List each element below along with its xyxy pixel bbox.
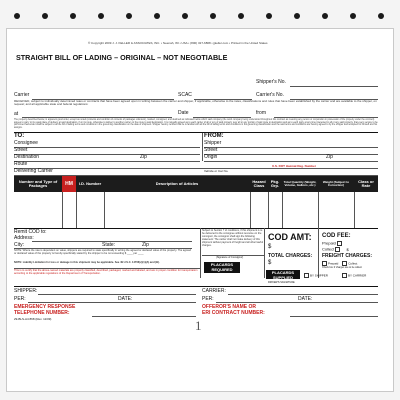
consignee-line [14, 147, 200, 148]
from-line [274, 117, 378, 118]
cod-dollar-sign: $ [268, 244, 272, 250]
placards-required-badge [204, 262, 240, 273]
by-shipper-option[interactable] [304, 273, 328, 278]
perforation-hole [154, 13, 160, 19]
placards-supplied-badge [266, 270, 300, 279]
cod-collect-checkbox[interactable] [335, 247, 340, 252]
by-shipper-label: BY SHIPPER [310, 273, 328, 278]
to-from-divider [202, 133, 203, 161]
form-title: STRAIGHT BILL OF LADING – ORIGINAL – NOT NEGOTIABLE [16, 53, 228, 62]
scac-label: SCAC [178, 92, 192, 98]
perforation-hole [126, 13, 132, 19]
shipper-sig-line [38, 294, 196, 295]
perforation-hole [266, 13, 272, 19]
property-text: The property described below, in apparent good order, except as noted (contents and condition of contents of packages unknown), marked, consigned, and destined as indicated below which said company (the word company being understood throughout this contract as meaning any person or corporation in possession of the property under the contract) agrees to carry to its usual place of delivery at said destination, if on its route, otherwise to deliver to another carrier on the route to said destination. It is mutually agreed as to each carrier of all or any of said property over all or any portion of said route to destination and as to each party at any time interested in all or any said property, that every service to be performed hereunder shall be subject to all the bill of lading terms and conditions in the governing classification on the date of shipment. Shipper hereby certifies that he is familiar with all the bill of lading terms and conditions in the governing classification and the said terms and conditions are hereby agreed to by the shipper and accepted for himself and his assigns. [14, 119, 378, 129]
col-divider [268, 192, 269, 228]
perforation-hole [42, 13, 48, 19]
dot-hazmat-label: U.S. DOT Hazmat Reg. Number [272, 164, 317, 168]
by-shipper-checkbox[interactable] [304, 273, 309, 278]
drivers-signature-label: DRIVER'S SIGNATURE [268, 281, 295, 284]
address-label: Address: [14, 235, 34, 241]
section-divider [14, 132, 378, 133]
from-header: FROM: [204, 133, 224, 139]
at-line [22, 117, 172, 118]
street-label-from: Street [204, 147, 218, 153]
destination-label: Destination [14, 154, 40, 160]
date-label: Date [178, 110, 189, 116]
freight-charges-label: FREIGHT CHARGES: [322, 253, 372, 259]
col-divider [104, 192, 105, 228]
shipper-date-label: DATE: [118, 296, 133, 302]
cod-prepaid-checkbox[interactable] [337, 241, 342, 246]
lower-divider-c [318, 228, 319, 278]
lower-divider-a [200, 228, 201, 278]
at-label: at [14, 111, 19, 117]
destination-line [14, 161, 200, 162]
col-class-rate: Class or Rate [358, 178, 374, 188]
perforation-hole [238, 13, 244, 19]
by-carrier-checkbox[interactable] [342, 273, 347, 278]
articles-table-header [14, 176, 378, 192]
to-header: TO: [14, 133, 25, 139]
signature-divider [14, 286, 378, 287]
carriers-no-label: Carrier's No. [256, 92, 284, 98]
col-divider [354, 192, 355, 228]
cod-fee-label: COD FEE: [322, 233, 351, 239]
emergency-label: EMERGENCY RESPONSE TELEPHONE NUMBER: [14, 304, 76, 316]
street-label: Street [14, 147, 28, 153]
freight-collect-label: Collect [348, 261, 358, 266]
placards-supplied-text: PLACARDS SUPPLIED [271, 270, 295, 280]
copyright-line: ® Copyright 2009 J. J. KELLER & ASSOCIATES, INC. • Neenah, WI • USA • (800) 327-6868 • jjkeller.com • Printed in the United States [88, 41, 268, 45]
cod-amt-label: COD AMT: [268, 232, 312, 242]
emergency-line [92, 316, 196, 317]
offeror-label: OFFEROR'S NAME OR ERI CONTRACT NUMBER: [202, 304, 265, 316]
shipper-per-label: PER: [14, 296, 26, 302]
shipper-per-line [28, 302, 196, 303]
street-line [14, 154, 200, 155]
by-carrier-label: BY CARRIER [348, 273, 367, 278]
perforation-hole [322, 13, 328, 19]
col-weight: Weight (Subject to Correction) [322, 179, 350, 187]
destination-zip-label: Zip [140, 154, 147, 160]
cod-collect-dollar: $ [346, 246, 349, 252]
lower-divider-b [264, 228, 265, 278]
origin-label: Origin [204, 154, 218, 160]
consignee-label: Consignee [14, 140, 38, 146]
check-box-note: Check box if charges are to be collect [322, 266, 362, 269]
vehicle-no-label: Vehicle or Car No. [204, 169, 229, 173]
delivering-carrier-label: Delivering Carrier [14, 168, 53, 174]
perforation-hole [182, 13, 188, 19]
col-pkg-grp: Pkg. Grp. [270, 178, 280, 188]
note-text: NOTE: Where the rate is dependent on value, shippers are required to state specifically in writing the agreed or declared value of the property. The agreed or declared value of the property is hereby specifically stated by the shipper to be not exceeding $ ____ per ____ [14, 249, 191, 255]
section7-text: Subject to Section 7 of conditions, if this shipment is to be delivered to the consignee without recourse on the consignor, the consignor shall sign the following statement: The carrier shall not make delivery of this shipment without payment of freight and all other lawful charges. [202, 229, 264, 247]
col-hm: HM [62, 176, 76, 192]
freight-prepaid-label: Prepaid [328, 261, 339, 266]
perforation-hole [294, 13, 300, 19]
state-label: State: [102, 242, 116, 248]
col-total-qty: Total Quantity (Weight, Volume, Gallons, etc.) [283, 179, 317, 187]
perforation-hole [70, 13, 76, 19]
received-text: RECEIVED, subject to individually determined rates or contracts that have been agreed upon in writing between the carrier and shipper, if applicable, otherwise to the rates, classifications and rules that have been established by the carrier and are available to the shipper, on request; and all applicable state and federal regulations: [14, 99, 377, 107]
origin-zip-label: Zip [326, 154, 333, 160]
shippers-no-line [290, 86, 378, 87]
by-carrier-option[interactable] [342, 273, 366, 278]
carrier-date-label: DATE: [298, 296, 313, 302]
form-number: 29-BLS-A4 868 (Rev. 11/09) [14, 317, 52, 321]
col-id-number: I.D. Number [78, 180, 102, 186]
col-divider [250, 192, 251, 228]
col-number-type: Number and Type of Packages [18, 178, 58, 188]
placards-required-text: PLACARDS REQUIRED [210, 262, 234, 272]
origin-line [204, 161, 378, 162]
col-description: Description of Articles [155, 180, 199, 186]
articles-table-body[interactable] [14, 192, 378, 229]
shipper-sig-label: SHIPPER: [14, 288, 38, 294]
shipper-line [204, 147, 378, 148]
route-label: Route [14, 161, 28, 167]
carrier-label: Carrier [14, 92, 30, 98]
cod-prepaid-option[interactable] [322, 241, 343, 246]
total-charges-label: TOTAL CHARGES: [268, 253, 313, 259]
carrier-sig-line [228, 294, 378, 295]
city-label: City: [14, 242, 24, 248]
from-label: from [256, 110, 266, 116]
perforation-hole [210, 13, 216, 19]
page-number: 1 [195, 318, 202, 333]
col-hazard-class: Hazard Class [252, 178, 266, 188]
col-divider [318, 192, 319, 228]
cod-collect-option[interactable] [322, 247, 349, 252]
certify-text: This is to certify that the above-named materials are properly classified, described, packaged, marked and labeled, and are in proper condition for transportation according to the applicable regulations of the Department of Transportation. [14, 269, 198, 275]
remit-cod-label: Remit COD to: [14, 229, 47, 235]
route-line [14, 168, 378, 169]
collect-label: Collect [322, 246, 335, 252]
street-line-from [204, 154, 378, 155]
perforation-hole [14, 13, 20, 19]
perforation-hole [378, 13, 384, 19]
carrier-per-line [216, 302, 378, 303]
zip-label-cod: Zip [142, 242, 149, 248]
signature-consignor-label: (Signature of Consignor) [216, 256, 244, 259]
col-divider [282, 192, 283, 228]
shippers-no-label: Shipper's No. [256, 79, 286, 85]
carrier-sig-label: CARRIER: [202, 288, 226, 294]
shipper-label: Shipper [204, 140, 222, 146]
offeror-line [290, 316, 378, 317]
col-divider [76, 192, 77, 228]
total-dollar-sign: $ [268, 260, 272, 266]
perforation-hole [350, 13, 356, 19]
col-divider [62, 192, 63, 228]
perforation-hole [98, 13, 104, 19]
liability-text: NOTE: Liability Limitation for loss or damage in this shipment may be applicable. See 49 U.S.C. 14706(c)(1)(A) and (B). [14, 261, 160, 264]
date-line [193, 117, 251, 118]
carrier-per-label: PER: [202, 296, 214, 302]
prepaid-label: Prepaid [322, 240, 336, 246]
